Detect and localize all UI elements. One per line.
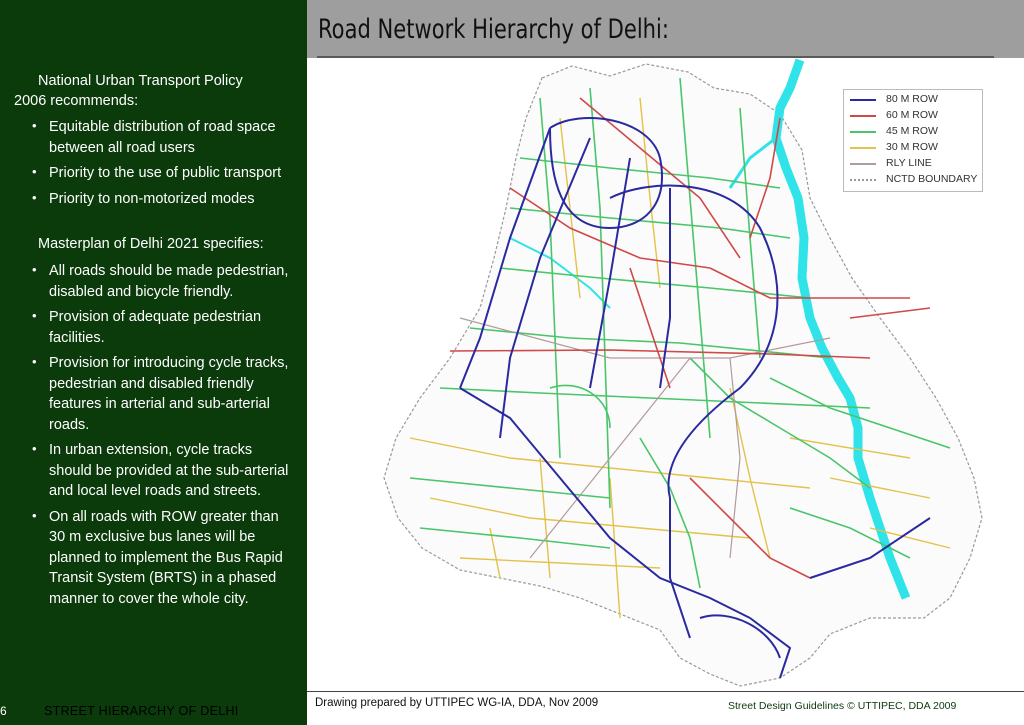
drawing-credit: Drawing prepared by UTTIPEC WG-IA, DDA, Nov 2009 (315, 697, 599, 709)
mpd-bullet-list (28, 261, 293, 609)
nutp-bullet: • Priority to the use of public transport (32, 164, 282, 181)
legend-label: 80 M ROW (886, 93, 938, 105)
bullet-icon: • (32, 262, 37, 277)
legend-swatch (850, 115, 876, 117)
legend-label: 30 M ROW (886, 141, 938, 153)
legend-label: 45 M ROW (886, 125, 938, 137)
legend-swatch (850, 99, 876, 101)
intro-line-2: 2006 recommends: (14, 93, 139, 109)
mpd-bullet: • In urban extension, cycle tracks should be provided at the sub-arterial and local level roads and streets. (32, 441, 289, 499)
section-title: STREET HIERARCHY OF DELHI (44, 704, 239, 718)
bullet-icon: • (32, 507, 37, 523)
map-legend (843, 89, 983, 192)
bullet-icon: • (32, 441, 37, 456)
mpd-bullet: • Provision for introducing cycle tracks, pedestrian and disabled friendly features in arterial and sub-arterial roads. (32, 354, 289, 433)
bullet-icon: • (32, 164, 37, 179)
nutp-bullet: • Priority to non-motorized modes (32, 189, 255, 207)
mpd-bullet: • On all roads with ROW greater than 30 m exclusive bus lanes will be planned to implement the Bus Rapid Transit System (BRTS) in a phased manner to cover the whole city. (32, 507, 283, 607)
intro-line-1: National Urban Transport Policy (38, 73, 243, 89)
legend-swatch (850, 179, 876, 181)
legend-swatch (850, 131, 876, 133)
mpd-bullet: • Provision of adequate pedestrian facilities. (32, 308, 262, 346)
legend-swatch (850, 147, 876, 149)
copyright-text: Street Design Guidelines © UTTIPEC, DDA 2009 (728, 700, 957, 712)
legend-swatch (850, 163, 876, 165)
legend-label: RLY LINE (886, 157, 932, 169)
left-text-panel (0, 0, 307, 692)
page-number: 6 (0, 704, 7, 718)
bullet-icon: • (32, 308, 37, 323)
legend-label: 60 M ROW (886, 109, 938, 121)
nutp-intro (14, 71, 299, 111)
bullet-icon: • (32, 118, 37, 133)
mpd-bullet: • All roads should be made pedestrian, disabled and bicycle friendly. (32, 262, 289, 300)
bullet-icon: • (32, 189, 37, 205)
bullet-icon: • (32, 354, 37, 369)
page-title: Road Network Hierarchy of Delhi: (318, 14, 669, 45)
legend-label: NCTD BOUNDARY (886, 173, 978, 185)
nutp-bullet: • Equitable distribution of road space between all road users (32, 118, 276, 156)
nutp-bullet-list (28, 117, 293, 209)
masterplan-heading: Masterplan of Delhi 2021 specifies: (38, 236, 264, 252)
footer-divider (307, 691, 1024, 692)
